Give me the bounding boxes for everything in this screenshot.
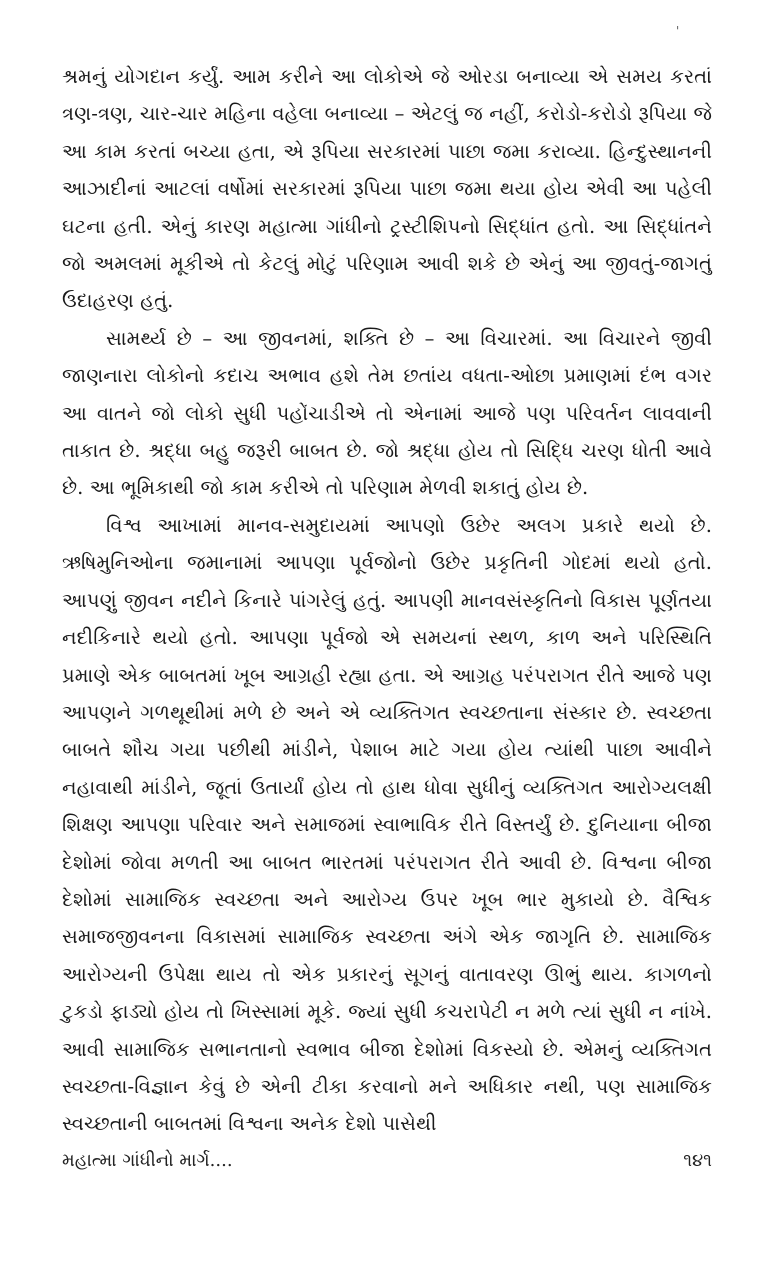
paragraph-3: વિશ્વ આખામાં માનવ-સમુદાયમાં આપણો ઉછેર અલગ પ્રકારે થયો છે. ઋષિમુનિઓના જમાનામાં આપણા પૂર્વજોનો ઉછેર પ્રકૃતિની ગોદમાં થયો હતો. આપણું જીવન નદીને કિનારે પાંગરેલું હતું. આપણી માનવસંસ્કૃતિનો વિકાસ પૂર્ણતયા નદીકિનારે થયો હતો. આપણા પૂર્વજો એ સમયનાં સ્થળ, કાળ અને પરિસ્થિતિ પ્રમાણે એક બાબતમાં ખૂબ આગ્રહી રહ્યા હતા. એ આગ્રહ પરંપરાગત રીતે આજે પણ આપણને ગળથૂથીમાં મળે છે અને એ વ્યક્તિગત સ્વચ્છતાના સંસ્કાર છે. સ્વચ્છતા બાબતે શૌચ ગયા પછીથી માંડીને, પેશાબ માટે ગયા હોય ત્યાંથી પાછા આવીને નહાવાથી માંડીને, જૂતાં ઉતાર્યાં હોય તો હાથ ધોવા સુધીનું વ્યક્તિગત આરોગ્યલક્ષી શિક્ષણ આપણા પરિવાર અને સમાજમાં સ્વાભાવિક રીતે વિસ્તર્યું છે. દુનિયાના બીજા દેશોમાં જોવા મળતી આ બાબત ભારતમાં પરંપરાગત રીતે આવી છે. વિશ્વના બીજા દેશોમાં સામાજિક સ્વચ્છતા અને આરોગ્ય ઉપર ખૂબ ભાર મુકાયો છે. વૈશ્વિક સમાજજીવનના વિકાસમાં સામાજિક સ્વચ્છતા અંગે એક જાગૃતિ છે. સામાજિક આરોગ્યની ઉપેક્ષા થાય તો એક પ્રકારનું સૂગનું વાતાવરણ ઊભું થાય. કાગળનો ટુકડો ફાડ્યો હોય તો ખિસ્સામાં મૂકે. જ્યાં સુધી કચરાપેટી ન મળે ત્યાં સુધી ન નાંખે. આવી સામાજિક સભાનતાનો સ્વભાવ બીજા દેશોમાં વિકસ્યો છે. એમનું વ્યક્તિગત સ્વચ્છતા-વિજ્ઞાન કેવું છે એની ટીકા કરવાનો મને અધિકાર નથી, પણ સામાજિક સ્વચ્છતાની બાબતમાં વિશ્વના અનેક દેશો પાસેથી [62, 513, 712, 1136]
page-number: ૧૪૧ [683, 1150, 712, 1171]
corner-mark: ' [676, 24, 680, 38]
book-title: મહાત્મા ગાંધીનો માર્ગ.... [62, 1150, 233, 1171]
paragraph-2: સામર્થ્ય છે – આ જીવનમાં, શક્તિ છે – આ વિચારમાં. આ વિચારને જીવી જાણનારા લોકોનો કદાચ અભાવ હશે તેમ છતાંય વધતા-ઓછા પ્રમાણમાં દંભ વગર આ વાતને જો લોકો સુધી પહોંચાડીએ તો એનામાં આજે પણ પરિવર્તન લાવવાની તાકાત છે. શ્રદ્ધા બહુ જરૂરી બાબત છે. જો શ્રદ્ધા હોય તો સિદ્ધિ ચરણ ધોતી આવે છે. આ ભૂમિકાથી જો કામ કરીએ તો પરિણામ મેળવી શકાતું હોય છે. [62, 326, 712, 500]
paragraph-1: શ્રમનું યોગદાન કર્યું. આમ કરીને આ લોકોએ જે ઓરડા બનાવ્યા એ સમય કરતાં ત્રણ-ત્રણ, ચાર-ચાર મહિના વહેલા બનાવ્યા – એટલું જ નહીં, કરોડો-કરોડો રૂપિયા જે આ કામ કરતાં બચ્યા હતા, એ રૂપિયા સરકારમાં પાછા જમા કરાવ્યા. હિન્દુસ્થાનની આઝાદીનાં આટલાં વર્ષોમાં સરકારમાં રૂપિયા પાછા જમા થયા હોય એવી આ પહેલી ઘટના હતી. એનું કારણ મહાત્મા ગાંધીનો ટ્રસ્ટીશિપનો સિદ્ધાંત હતો. આ સિદ્ધાંતને જો અમલમાં મૂકીએ તો કેટલું મોટું પરિણામ આવી શકે છે એનું આ જીવતું-જાગતું ઉદાહરણ હતું. [62, 65, 712, 313]
body-text [62, 58, 712, 1143]
page-footer [62, 1150, 712, 1171]
